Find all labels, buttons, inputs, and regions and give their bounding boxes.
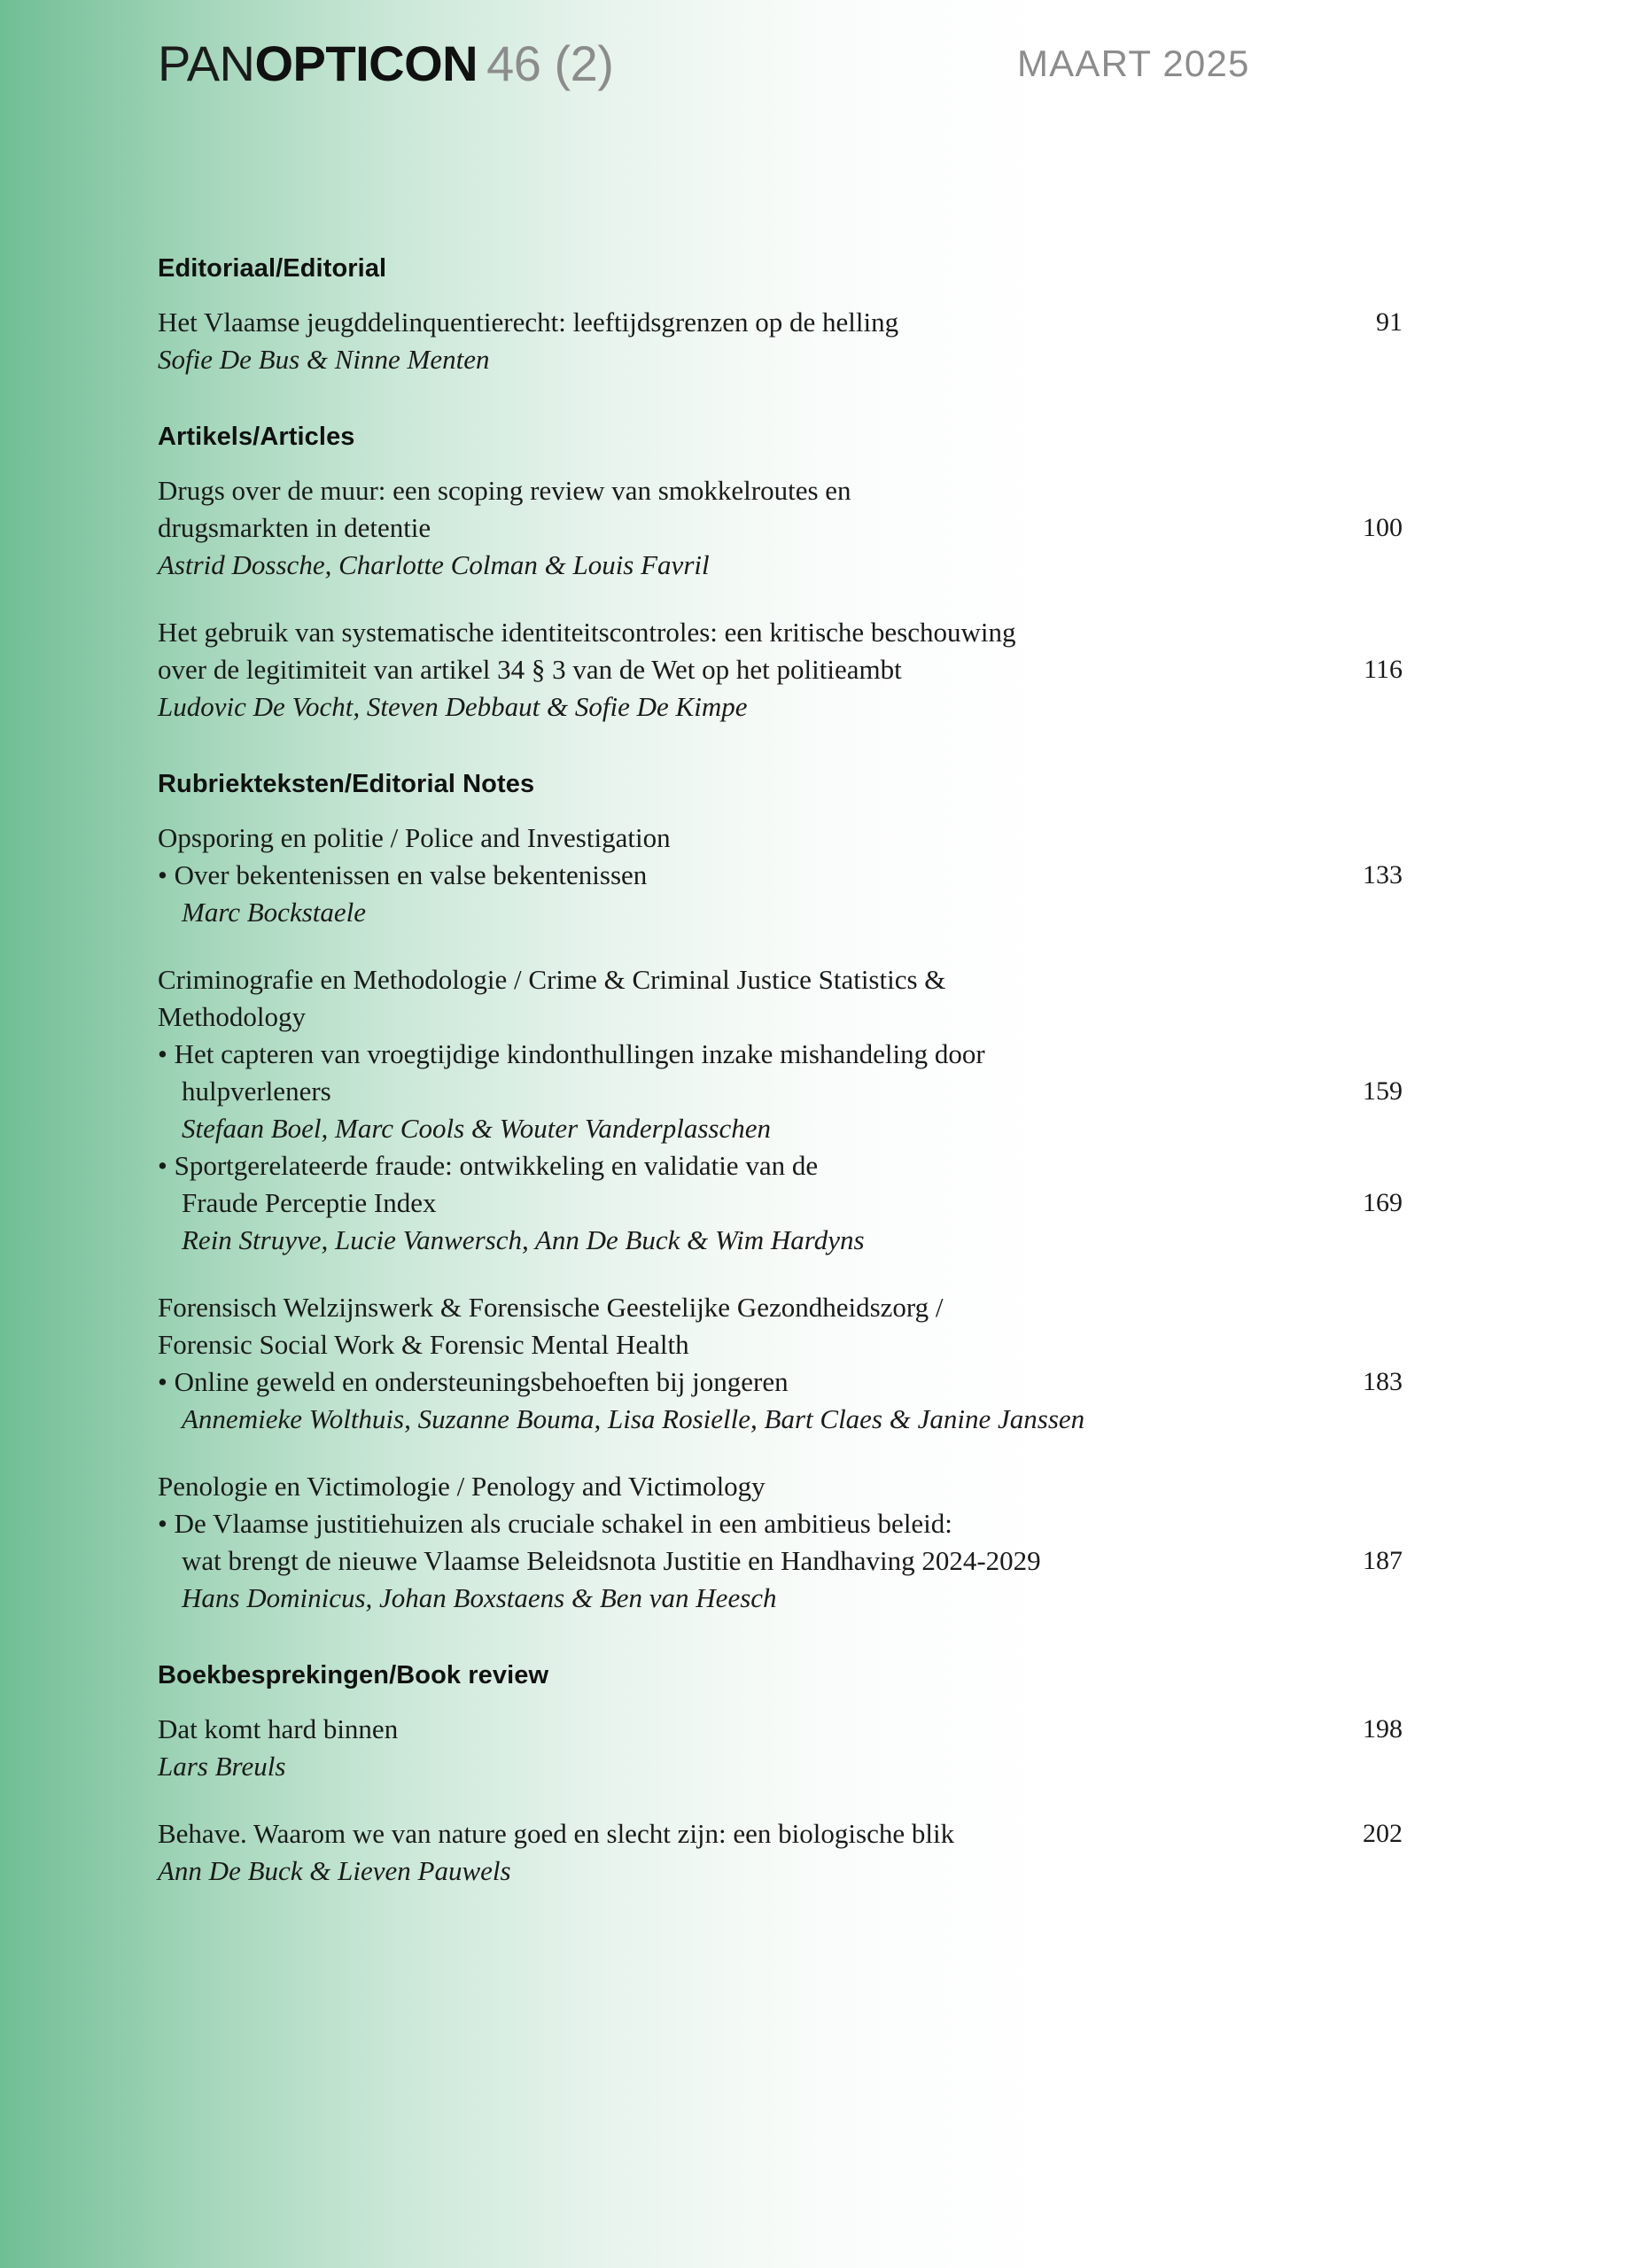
entry-page-number: 100 [1363, 513, 1403, 542]
entry-page-number: 187 [1363, 1546, 1403, 1575]
entry-page-number: 133 [1363, 860, 1403, 889]
entry-page-number: 169 [1363, 1188, 1403, 1217]
volume-issue-label: 46 (2) [486, 35, 614, 91]
entry-title-line: Dat komt hard binnen [158, 1713, 399, 1744]
entry-authors: Hans Dominicus, Johan Boxstaens & Ben van Heesch [182, 1582, 777, 1613]
entry-authors: Ludovic De Vocht, Steven Debbaut & Sofie De Kimpe [158, 691, 748, 722]
entry-title-line: • Online geweld en ondersteuningsbehoeften bij jongeren [158, 1366, 789, 1397]
rubriek-name: Criminografie en Methodologie / Crime & Criminal Justice Statistics & [158, 964, 946, 995]
entry-title-line: • De Vlaamse justitiehuizen als cruciale schakel in een ambitieus beleid: [158, 1508, 952, 1539]
entry-title-line: wat brengt de nieuwe Vlaamse Beleidsnota Justitie en Handhaving 2024-2029 [182, 1545, 1041, 1576]
entry-title-line: hulpverleners [182, 1076, 331, 1107]
rubriek-block [158, 961, 1420, 1259]
journal-logo [158, 35, 613, 92]
section-heading-editorial-notes: Rubriekteksten/Editorial Notes [158, 770, 535, 798]
entry-page-number: 202 [1363, 1819, 1403, 1848]
rubriek-name: Opsporing en politie / Police and Investigation [158, 822, 671, 853]
entry-title-line: • Over bekentenissen en valse bekentenissen [158, 859, 648, 890]
section-heading-book-review: Boekbesprekingen/Book review [158, 1661, 549, 1689]
toc-entry[interactable] [158, 304, 1420, 378]
issue-date-label: MAART 2025 [1017, 43, 1250, 84]
entry-title-line: drugsmarkten in detentie [158, 512, 431, 543]
entry-authors: Lars Breuls [158, 1751, 286, 1782]
rubriek-name: Methodology [158, 1001, 307, 1032]
entry-title-line: Behave. Waarom we van nature goed en slecht zijn: een biologische blik [158, 1818, 955, 1849]
entry-title-line: • Het capteren van vroegtijdige kindonthullingen inzake mishandeling door [158, 1038, 985, 1069]
toc-entry[interactable] [158, 1147, 1420, 1259]
rubriek-block [158, 819, 1420, 931]
entry-authors: Stefaan Boel, Marc Cools & Wouter Vanderplasschen [182, 1113, 772, 1144]
rubriek-name: Forensic Social Work & Forensic Mental Health [158, 1329, 689, 1360]
rubriek-block [158, 1468, 1420, 1617]
entry-page-number: 116 [1364, 655, 1403, 684]
table-of-contents [158, 252, 1420, 1920]
entry-page-number: 159 [1363, 1076, 1403, 1106]
toc-entry[interactable] [158, 1036, 1420, 1147]
toc-entry[interactable] [158, 1815, 1420, 1890]
toc-entry[interactable] [158, 1363, 1420, 1438]
toc-entry[interactable] [158, 472, 1420, 584]
toc-entry[interactable] [158, 857, 1420, 931]
masthead [158, 35, 1487, 106]
entry-page-number: 91 [1376, 307, 1403, 337]
section-heading-editorial: Editoriaal/Editorial [158, 254, 387, 283]
rubriek-name: Penologie en Victimologie / Penology and Victimology [158, 1471, 766, 1502]
rubriek-block [158, 1289, 1420, 1438]
logo-pan-text: PAN [158, 35, 255, 91]
entry-title-line: Drugs over de muur: een scoping review van smokkelroutes en [158, 475, 851, 506]
logo-opticon-text: OPTICON [254, 35, 478, 91]
toc-entry[interactable] [158, 1505, 1420, 1617]
entry-page-number: 183 [1363, 1367, 1403, 1396]
entry-title-line: over de legitimiteit van artikel 34 § 3 van de Wet op het politieambt [158, 654, 902, 685]
entry-title-line: • Sportgerelateerde fraude: ontwikkeling en validatie van de [158, 1150, 819, 1181]
entry-title-line: Het gebruik van systematische identiteitscontroles: een kritische beschouwing [158, 617, 1016, 648]
entry-page-number: 198 [1363, 1714, 1403, 1744]
entry-title-line: Fraude Perceptie Index [182, 1187, 437, 1218]
toc-entry[interactable] [158, 614, 1420, 726]
entry-authors: Ann De Buck & Lieven Pauwels [158, 1855, 511, 1886]
section-heading-articles: Artikels/Articles [158, 423, 355, 451]
entry-authors: Marc Bockstaele [182, 897, 367, 928]
rubriek-name: Forensisch Welzijnswerk & Forensische Geestelijke Gezondheidszorg / [158, 1292, 944, 1323]
toc-entry[interactable] [158, 1711, 1420, 1785]
entry-authors: Annemieke Wolthuis, Suzanne Bouma, Lisa Rosielle, Bart Claes & Janine Janssen [182, 1403, 1085, 1434]
entry-authors: Sofie De Bus & Ninne Menten [158, 344, 490, 375]
entry-title-line: Het Vlaamse jeugddelinquentierecht: leeftijdsgrenzen op de helling [158, 307, 899, 338]
entry-authors: Rein Struyve, Lucie Vanwersch, Ann De Buck & Wim Hardyns [182, 1224, 865, 1255]
entry-authors: Astrid Dossche, Charlotte Colman & Louis Favril [158, 549, 710, 580]
